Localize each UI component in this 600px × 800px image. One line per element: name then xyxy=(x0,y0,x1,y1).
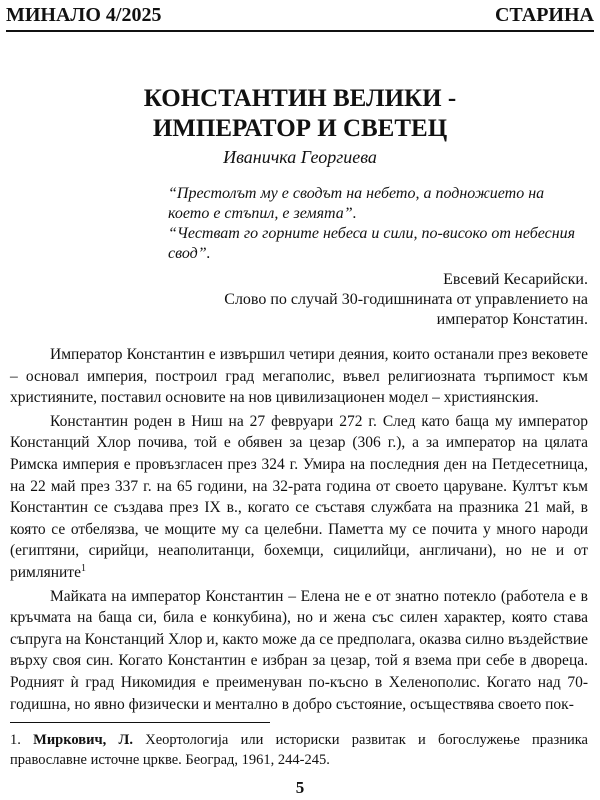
footnote xyxy=(10,730,588,770)
footnote-text: Хеортологија или историски развитак и богослужење празника православне источне цркве. Београд, 1961, 244-245. xyxy=(10,732,588,768)
footnote-divider xyxy=(10,722,270,723)
article-author: Иваничка Георгиева xyxy=(223,147,377,167)
article-title xyxy=(0,84,600,144)
body-paragraph xyxy=(10,411,588,584)
epigraph-quote-2: “Честват го горните небеса и сили, по-високо от небесния свод”. xyxy=(168,225,576,262)
epigraph xyxy=(168,184,588,264)
epigraph-source-work: Слово по случай 30-годишнината от управлението на император Констатин. xyxy=(224,291,588,328)
section-name: СТАРИНА xyxy=(494,4,594,26)
epigraph-source-name: Евсевий Кесарийски. xyxy=(443,271,588,288)
journal-issue: МИНАЛО 4/2025 xyxy=(6,4,162,26)
running-header xyxy=(6,2,594,32)
page-number: 5 xyxy=(295,778,305,797)
title-line-2: ИМПЕРАТОР И СВЕТЕЦ xyxy=(152,115,448,142)
footnote-author: Миркович, Л. xyxy=(33,732,133,748)
title-line-1: КОНСТАНТИН ВЕЛИКИ - xyxy=(143,85,457,112)
body-paragraph: Майката на император Константин – Елена не е от знатно потекло (работела е в кръчмата на баща си, била е конкубина), но и жена със силен характер, която става съпруга на Констанций Хлор и, както може да се предполага, оказва силно въздействие върху своя син. Когато Константин е избран за цезар, той я взема при себе в двореца. Родният ѝ град Никомидия е преименуван по-късно в Хеленополис. Когато над 70-годишна, но явно физически и ментално в добро състояние, осъществява своето пок- xyxy=(10,587,588,713)
article-body xyxy=(10,344,588,717)
footnote-reference: 1 xyxy=(80,562,86,574)
body-paragraph-text: Константин роден в Ниш на 27 февруари 272 г. След като баща му император Констанций Хлор почива, той е обявен за цезар (306 г.), а за император на цялата Римска империя е провъзгласен през 324 г. Умира на последния ден на Петдесетница, на 22 май през 337 г. на 65 години, на 32-рата година от своето царуване. Култът към Константин се създава през IX в., когато се съставя службата на празника 21 май, в която се отбелязва, че мощите му са целебни. Паметта му се почита у много народи (египтяни, сирийци, неаполитанци, бохемци, сицилийци, англичани), но не и от римляните xyxy=(10,412,588,581)
epigraph-quote-1: “Престолът му е сводът на небето, а подножието на което е стъпил, е земята”. xyxy=(168,185,545,222)
body-paragraph: Император Константин е извършил четири деяния, които останали през вековете – основал империя, построил град мегаполис, въвел религиозната търпимост към християните, поставил основите на нов цивилизационен модел – християнския. xyxy=(10,346,588,407)
footnote-number: 1. xyxy=(10,732,21,748)
epigraph-source xyxy=(150,270,588,330)
